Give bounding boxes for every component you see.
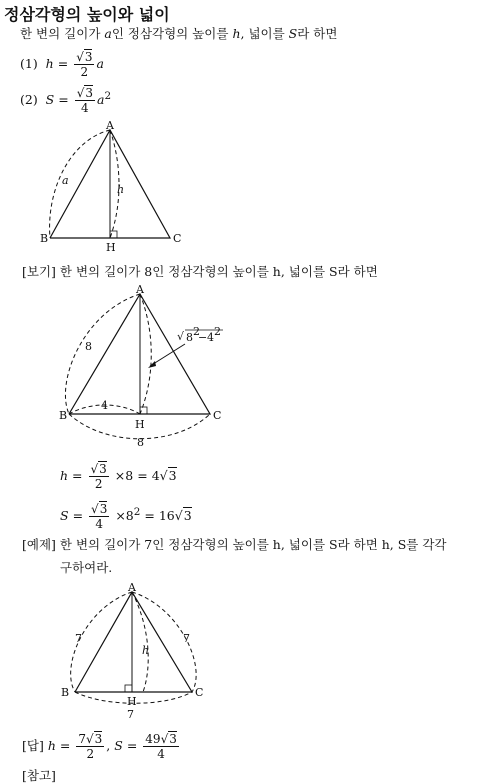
result-2-denominator: 4 — [95, 517, 103, 531]
triangle-3-height-label: h — [142, 644, 150, 657]
result-area: S = $\frac{√3}{4}$ $\times 8^2 = 16√3$ — [60, 502, 192, 531]
result-1-denominator: 2 — [94, 477, 103, 491]
answer-s-radicand: 3 — [169, 732, 177, 746]
triangle-3-label-b: B — [61, 686, 70, 699]
triangle-3-right-label: 7 — [183, 632, 190, 645]
triangle-figure-2 — [55, 282, 235, 452]
triangle-2-base-label: 8 — [137, 436, 144, 449]
note-tag: [참고] — [22, 768, 56, 783]
formula-2-lhs: S — [45, 92, 55, 107]
triangle-2-label-h-point: H — [135, 418, 145, 431]
result-2-times: × — [115, 508, 126, 523]
problem-line-1 — [22, 535, 447, 553]
triangle-1-side-label: a — [62, 174, 69, 187]
result-2-exponent: 2 — [133, 505, 141, 518]
triangle-2-callout-base-exp: 2 — [193, 325, 200, 338]
answer-s-fraction: $\frac{49√3}{4}$ — [145, 732, 177, 761]
triangle-figure-1 — [30, 120, 200, 255]
formula-2-denominator: 4 — [81, 101, 89, 115]
answer-s-coef: 49 — [145, 732, 161, 746]
triangle-3-label-c: C — [195, 686, 204, 699]
triangle-2-callout-minus: − — [198, 331, 208, 344]
answer-h-fraction: $\frac{7√3}{2}$ — [78, 732, 103, 761]
intro-suffix: 라 하면 — [297, 26, 338, 41]
answer-s-denominator: 4 — [157, 747, 165, 761]
triangle-3-base-label: 7 — [127, 708, 134, 721]
result-1-times: × — [114, 468, 126, 483]
answer-h-radicand: 3 — [94, 732, 103, 746]
intro-mid1: 인 정삼각형의 높이를 — [111, 26, 233, 41]
triangle-2-half-base-label: 4 — [101, 399, 108, 412]
result-1-coef: 4 — [151, 468, 160, 483]
triangle-1-height-label: h — [117, 183, 125, 196]
page-title: 정삼각형의 높이와 넓이 — [4, 5, 170, 24]
triangle-1-label-h-point: H — [106, 241, 116, 254]
triangle-3-outline — [75, 592, 192, 692]
result-1-eq: = — [72, 468, 83, 483]
result-2-coef: 16 — [158, 508, 175, 523]
intro-var-h: h — [232, 26, 241, 41]
answer-h-coef: 7 — [78, 732, 86, 746]
triangle-3-right-angle — [125, 685, 132, 692]
result-1-radicand: 3 — [99, 462, 107, 476]
triangle-2-label-c: C — [213, 409, 222, 422]
answer-eq: = — [59, 738, 71, 753]
triangle-2-height-arc — [140, 294, 151, 414]
formula-1-var: a — [96, 56, 104, 71]
answer-comma: , — [106, 738, 111, 753]
answer-tag: [답] — [22, 738, 44, 753]
formula-2 — [20, 86, 111, 115]
triangle-1-label-b: B — [40, 232, 49, 245]
triangle-2-callout-base: 8 — [186, 331, 193, 344]
result-2-eq: = — [72, 508, 84, 523]
result-2-lhs: S — [60, 508, 69, 523]
answer-line — [22, 732, 181, 761]
result-2-radicand-2: 3 — [183, 508, 192, 523]
triangle-figure-3 — [55, 582, 225, 722]
formula-1-denominator: 2 — [80, 65, 89, 79]
result-2-eq2: = — [144, 508, 155, 523]
triangle-2-label-a: A — [136, 283, 144, 296]
answer-s: S — [114, 738, 123, 753]
triangle-2-label-b: B — [59, 409, 68, 422]
formula-2-radicand: 3 — [85, 86, 93, 100]
formula-1-label: (1) — [20, 56, 38, 71]
triangle-3-label-h-point: H — [127, 695, 137, 708]
answer-h: h — [47, 738, 56, 753]
formula-1-fraction: $\frac{√3}{2}$ — [76, 50, 93, 79]
triangle-2-callout-half-exp: 2 — [214, 325, 221, 338]
formula-2-eq: = — [58, 92, 69, 107]
formula-1 — [20, 50, 104, 79]
result-height: h = $\frac{√3}{2}$ ×8 = 4√3 — [60, 462, 177, 491]
problem-line-2: 구하여라. — [60, 560, 113, 575]
formula-1-radicand: 3 — [84, 50, 93, 64]
formula-1-lhs: h — [45, 56, 54, 71]
result-2-radicand: 3 — [99, 502, 108, 516]
example-statement — [22, 262, 378, 280]
result-2-factor: 8 — [125, 508, 134, 523]
triangle-3-label-a: A — [128, 582, 136, 594]
result-2-fraction: $\frac{√3}{4}$ — [91, 502, 108, 531]
formula-2-label: (2) — [20, 92, 38, 107]
intro-mid2: , 넓이를 — [240, 26, 289, 41]
formula-2-var: a — [97, 92, 105, 107]
answer-h-denominator: 2 — [86, 747, 95, 761]
result-1-factor: 8 — [125, 468, 134, 483]
triangle-2-side-label: 8 — [85, 340, 92, 353]
example-text: 한 변의 길이가 8인 정삼각형의 높이를 h, 넓이를 S라 하면 — [59, 264, 378, 279]
triangle-3-left-label: 7 — [75, 632, 82, 645]
problem-text-1: 한 변의 길이가 7인 정삼각형의 높이를 h, 넓이를 S라 하면 h, S를 각각 — [59, 537, 447, 552]
result-1-eq2: = — [137, 468, 148, 483]
result-1-fraction: $\frac{√3}{2}$ — [90, 462, 107, 491]
arrowhead-icon — [148, 361, 156, 368]
triangle-1-label-a: A — [106, 120, 114, 132]
intro-prefix: 한 변의 길이가 — [20, 26, 105, 41]
answer-eq2: = — [126, 738, 138, 753]
problem-tag: [예제] — [22, 537, 56, 552]
intro-var-s: S — [288, 26, 298, 41]
formula-2-exponent: 2 — [104, 89, 112, 102]
intro-sentence — [20, 24, 337, 42]
triangle-2-callout-radical: √ — [177, 330, 185, 343]
triangle-2-callout-half: 4 — [207, 331, 214, 344]
formula-1-eq: = — [57, 56, 69, 71]
result-1-radicand-2: 3 — [168, 468, 177, 483]
intro-var-a: a — [104, 26, 112, 41]
triangle-1-label-c: C — [173, 232, 182, 245]
triangle-3-height-arc — [132, 592, 148, 692]
example-tag: [보기] — [22, 264, 56, 279]
formula-2-fraction: $\frac{√3}{4}$ — [76, 86, 93, 115]
result-1-lhs: h — [60, 468, 69, 483]
